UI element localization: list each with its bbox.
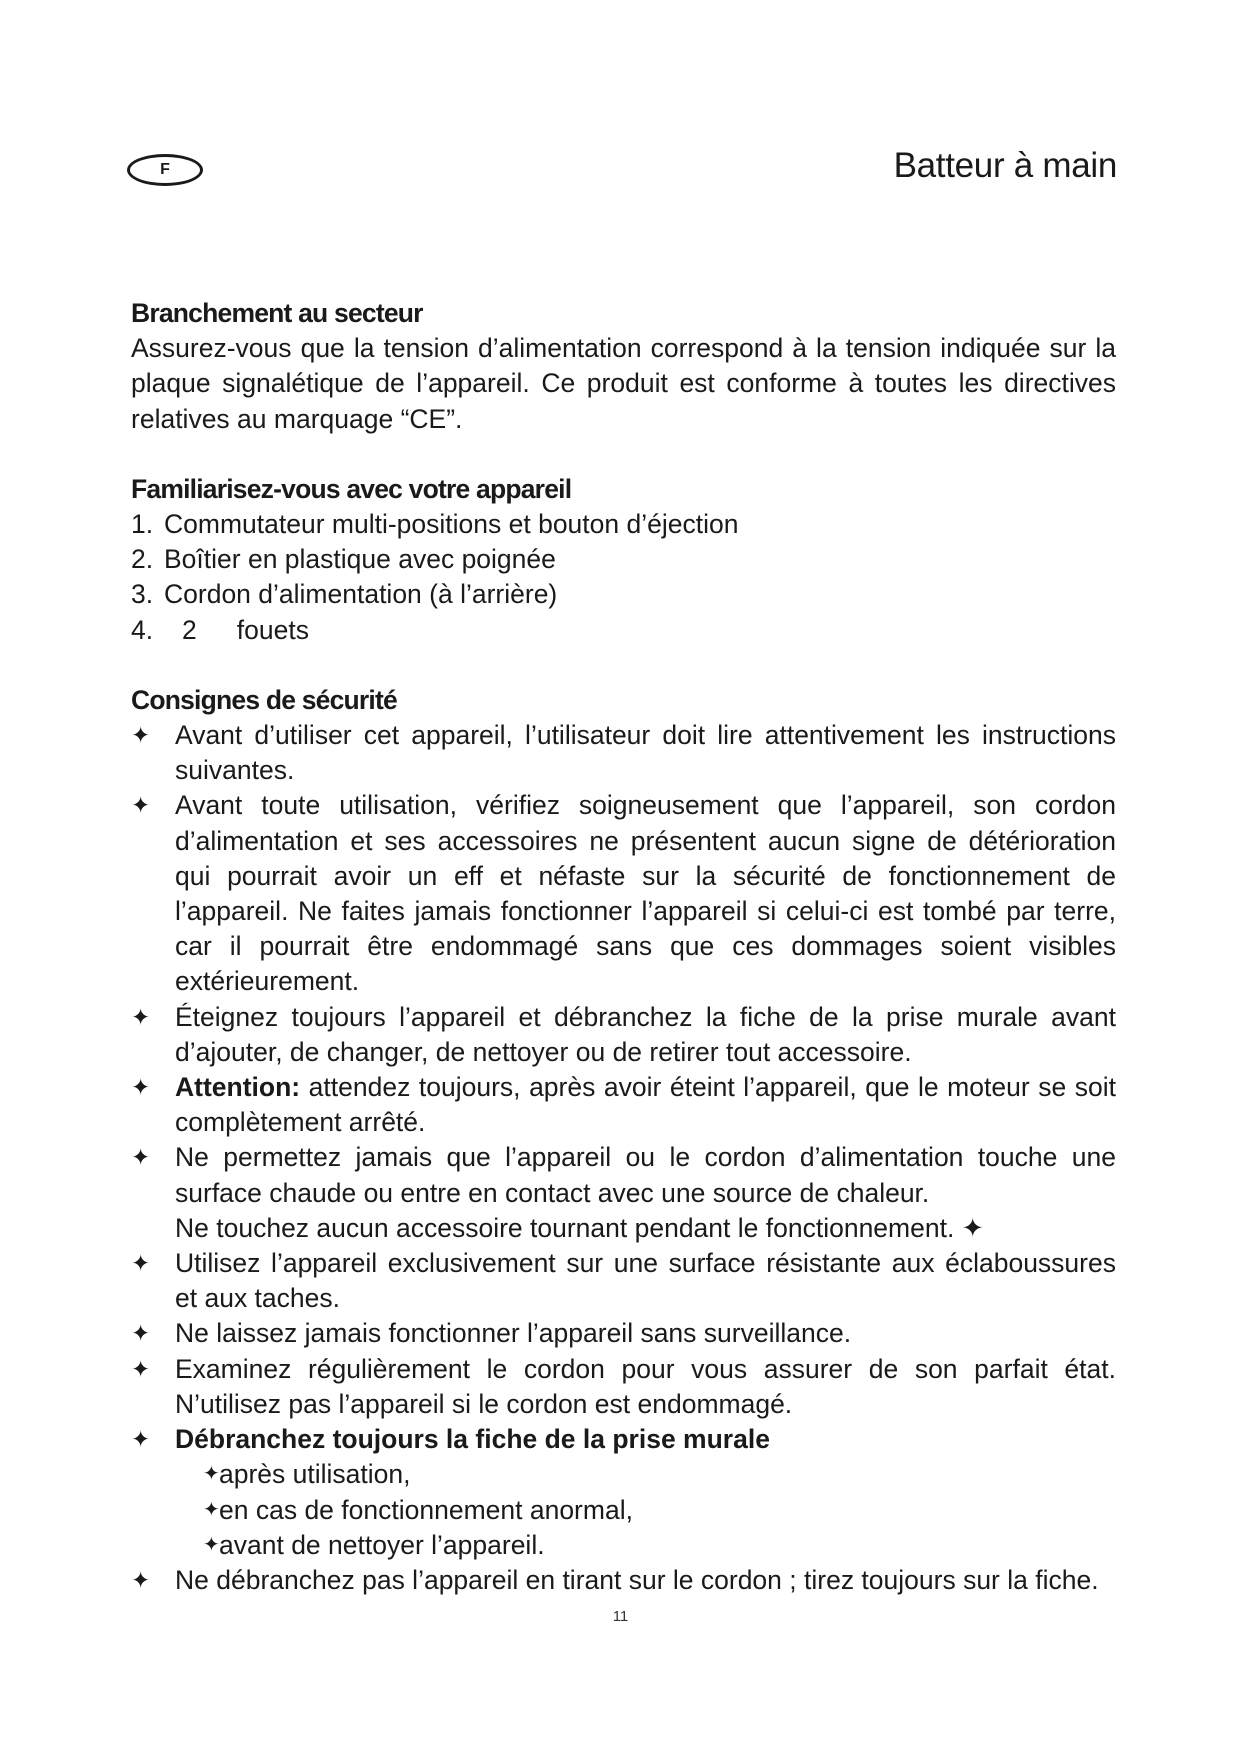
list-text: après utilisation, — [219, 1459, 411, 1490]
star-bullet-icon: ✦ — [203, 1498, 220, 1521]
list-text: Avant toute utilisation, vérifiez soigneusement que l’appareil, son cordon d’alimentation et ses accessoires ne présentent aucun signe de détérioration qui pourrait avoir un eff et néfaste sur la sécurité de fonctionnement de l’appareil. Ne faites jamais fonctionner l’appareil si celui-ci est tombé par terre, car il pourrait être endommagé sans que ces dommages soient visibles extérieurement. — [175, 790, 1116, 997]
section-heading-safety: Consignes de sécurité — [131, 684, 397, 715]
star-bullet-icon: ✦ — [131, 1566, 151, 1593]
list-text: fouets — [236, 614, 309, 645]
list-item — [203, 1457, 1116, 1492]
list-item — [131, 542, 1116, 577]
list-item — [131, 507, 1116, 542]
list-text: en cas de fonctionnement anormal, — [219, 1494, 633, 1525]
list-text — [175, 1140, 1116, 1246]
list-item — [203, 1493, 1116, 1528]
unplug-heading: Débranchez toujours la fiche de la prise murale — [175, 1424, 770, 1455]
list-text — [175, 1070, 1116, 1140]
attention-text: attendez toujours, après avoir éteint l’appareil, que le moteur se soit complètement arrêté. — [175, 1072, 1116, 1138]
attention-label: Attention: — [175, 1072, 301, 1103]
list-item — [131, 577, 1116, 612]
list-text — [175, 1422, 1116, 1457]
list-item — [131, 1246, 1116, 1316]
star-bullet-icon: ✦ — [131, 1250, 151, 1277]
rotating-warning-text: Ne touchez aucun accessoire tournant pendant le fonctionnement. ✦ — [175, 1212, 984, 1243]
star-bullet-icon: ✦ — [131, 1426, 151, 1453]
star-bullet-icon: ✦ — [131, 1320, 151, 1347]
list-text: Utilisez l’appareil exclusivement sur une surface résistante aux éclaboussures et aux taches. — [175, 1248, 1116, 1314]
document-title: Batteur à main — [893, 146, 1117, 185]
list-text: Commutateur multi-positions et bouton d’éjection — [164, 509, 739, 540]
safety-list-end — [131, 1563, 1116, 1598]
list-text: avant de nettoyer l’appareil. — [219, 1529, 545, 1560]
list-item — [131, 1316, 1116, 1351]
list-item — [131, 1070, 1116, 1140]
star-bullet-icon: ✦ — [203, 1533, 220, 1556]
main-content — [131, 296, 1116, 1598]
list-number: 3. — [131, 579, 154, 610]
star-bullet-icon: ✦ — [131, 792, 151, 819]
star-bullet-icon: ✦ — [131, 1355, 151, 1382]
page-number: 11 — [612, 1608, 629, 1625]
star-bullet-icon: ✦ — [203, 1463, 220, 1486]
list-text: Avant d’utiliser cet appareil, l’utilisateur doit lire attentivement les instructions suivantes. — [175, 720, 1116, 786]
star-bullet-icon: ✦ — [131, 1074, 151, 1101]
language-badge: F — [127, 154, 203, 186]
list-item — [131, 613, 1116, 648]
list-text: Examinez régulièrement le cordon pour vous assurer de son parfait état. N’utilisez pas l’appareil si le cordon est endommagé. — [175, 1353, 1116, 1419]
list-text: Boîtier en plastique avec poignée — [164, 544, 556, 575]
list-count: 2 — [182, 614, 197, 645]
list-text: Ne laissez jamais fonctionner l’appareil sans surveillance. — [175, 1318, 852, 1349]
list-text: Cordon d’alimentation (à l’arrière) — [164, 579, 558, 610]
list-number: 2. — [131, 544, 154, 575]
list-text: Ne débranchez pas l’appareil en tirant sur le cordon ; tirez toujours sur la fiche. — [175, 1564, 1099, 1595]
list-item — [203, 1528, 1116, 1563]
section-heading-power: Branchement au secteur — [131, 298, 423, 328]
unplug-cases-list — [131, 1457, 1116, 1563]
parts-list — [131, 507, 1116, 648]
list-item — [131, 788, 1116, 999]
list-item — [131, 1000, 1116, 1070]
list-number: 4. — [131, 614, 154, 645]
star-bullet-icon: ✦ — [131, 722, 151, 749]
star-bullet-icon: ✦ — [131, 1003, 151, 1030]
list-number: 1. — [131, 509, 154, 540]
star-bullet-icon: ✦ — [131, 1144, 151, 1171]
heat-warning-text: Ne permettez jamais que l’appareil ou le cordon d’alimentation touche une surface chaude ou entre en contact avec une source de chaleur. — [175, 1142, 1116, 1208]
list-item — [131, 1352, 1116, 1422]
section-heading-parts: Familiarisez-vous avec votre appareil — [131, 473, 572, 504]
list-item — [131, 1563, 1116, 1598]
power-paragraph: Assurez-vous que la tension d’alimentation correspond à la tension indiquée sur la plaque signalétique de l’appareil. Ce produit est conforme à toutes les directives relatives au marquage “CE”. — [131, 333, 1116, 434]
list-text: Éteignez toujours l’appareil et débranchez la fiche de la prise murale avant d’ajouter, de changer, de nettoyer ou de retirer tout accessoire. — [175, 1001, 1116, 1067]
safety-list — [131, 718, 1116, 1457]
list-item — [131, 1422, 1116, 1457]
list-item — [131, 718, 1116, 788]
list-item — [131, 1140, 1116, 1246]
